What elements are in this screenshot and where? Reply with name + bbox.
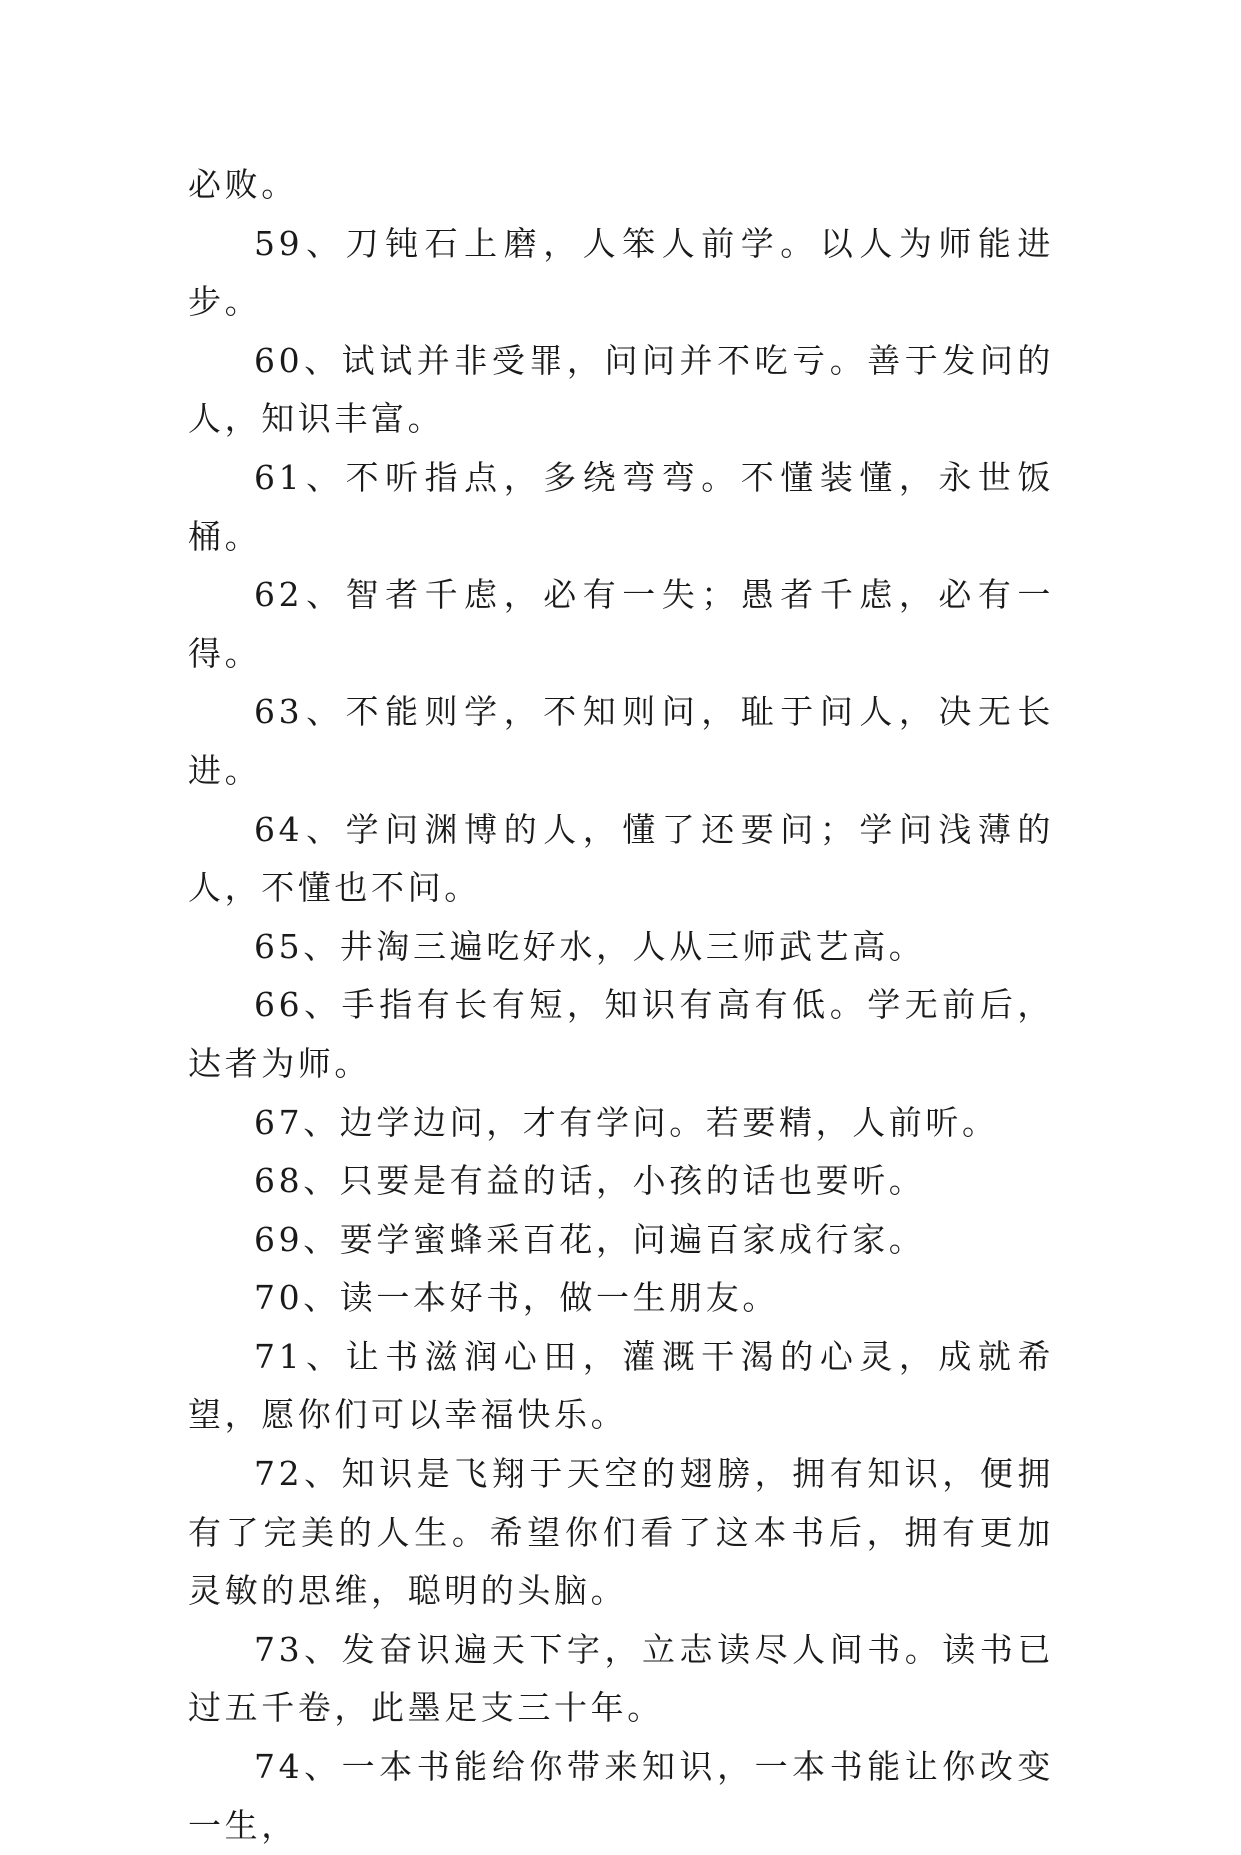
list-item: 62、智者千虑，必有一失；愚者千虑，必有一得。 [188, 575, 1054, 673]
list-item: 68、只要是有益的话，小孩的话也要听。 [254, 1161, 926, 1201]
list-item: 60、试试并非受罪，问问并不吃亏。善于发问的人，知识丰富。 [188, 340, 1054, 439]
list-item: 63、不能则学，不知则问，耻于问人，决无长进。 [188, 692, 1054, 790]
list-item: 73、发奋识遍天下字，立志读尽人间书。读书已过五千卷，此墨足支三十年。 [188, 1629, 1054, 1728]
continuation-paragraph: 必败。 [188, 165, 298, 204]
list-item: 67、边学边问，才有学问。若要精，人前听。 [254, 1102, 999, 1142]
document-body [188, 156, 1054, 1855]
list-item: 70、读一本好书，做一生朋友。 [254, 1278, 779, 1318]
list-item: 61、不听指点，多绕弯弯。不懂装懂，永世饭桶。 [188, 457, 1054, 556]
list-item: 74、一本书能给你带来知识，一本书能让你改变一生， [188, 1747, 1054, 1845]
list-item: 65、井淘三遍吃好水，人从三师武艺高。 [254, 926, 926, 966]
list-item: 71、让书滋润心田，灌溉干渴的心灵，成就希望，愿你们可以幸福快乐。 [188, 1336, 1054, 1435]
list-item: 64、学问渊博的人，懂了还要问；学问浅薄的人，不懂也不问。 [188, 809, 1054, 908]
list-item: 66、手指有长有短，知识有高有低。学无前后，达者为师。 [188, 985, 1054, 1083]
list-item: 69、要学蜜蜂采百花，问遍百家成行家。 [254, 1219, 926, 1259]
list-item: 59、刀钝石上磨，人笨人前学。以人为师能进步。 [188, 223, 1054, 322]
list-item: 72、知识是飞翔于天空的翅膀，拥有知识，便拥有了完美的人生。希望你们看了这本书后，拥有更加灵敏的思维，聪明的头脑。 [188, 1454, 1054, 1611]
